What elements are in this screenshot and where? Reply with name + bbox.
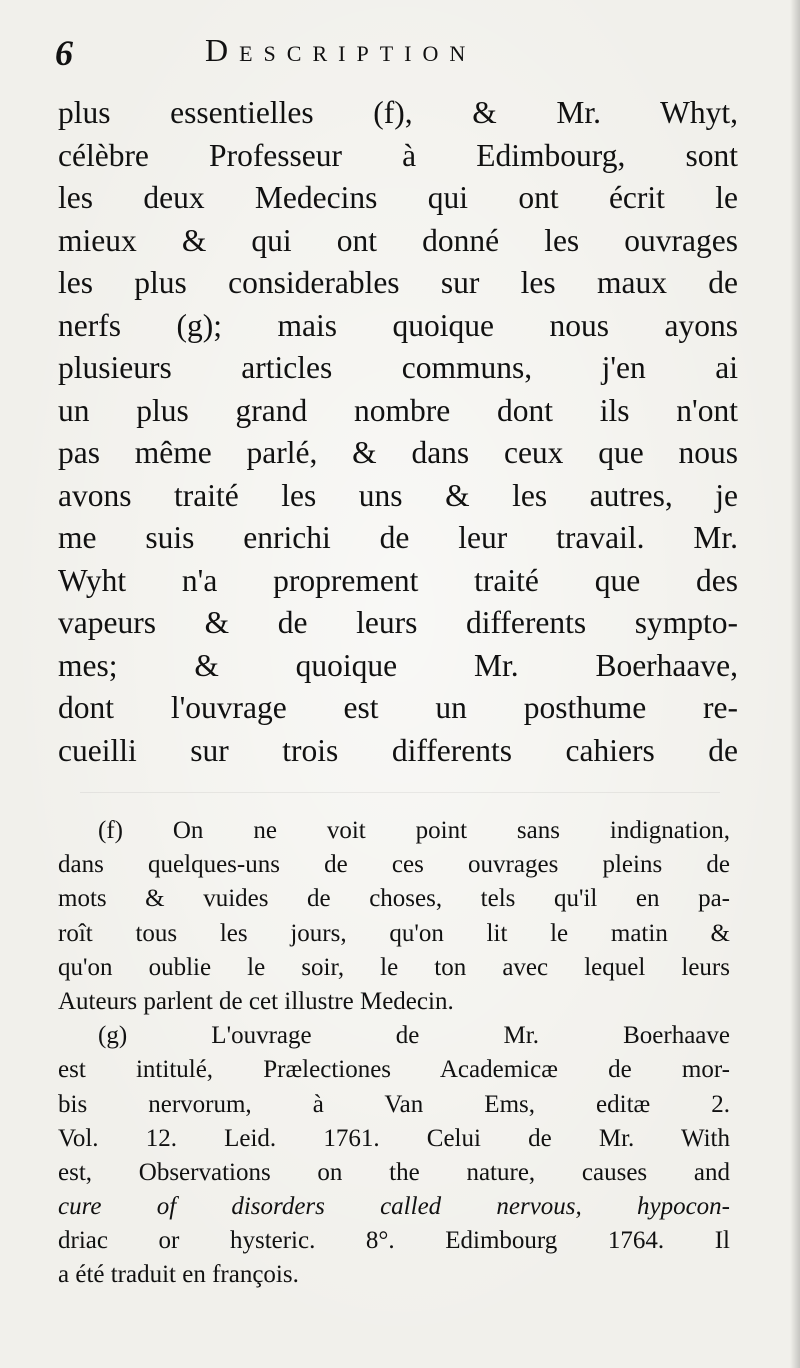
text-line: vapeurs & de leurs differents sympto- bbox=[58, 605, 738, 640]
text-line: plus essentielles (f), & Mr. Whyt, bbox=[58, 95, 738, 130]
text-line: les deux Medecins qui ont écrit le bbox=[58, 180, 738, 215]
footnote-line: (g) L'ouvrage de Mr. Boerhaave bbox=[98, 1022, 730, 1050]
footnote-line: driac or hysteric. 8°. Edimbourg 1764. Il bbox=[58, 1227, 730, 1255]
text-line: célèbre Professeur à Edimbourg, sont bbox=[58, 137, 738, 173]
text-line: nerfs (g); mais quoique nous ayons bbox=[58, 307, 738, 343]
footnote-line: est, Observations on the nature, causes and bbox=[58, 1158, 730, 1186]
page-edge-shadow bbox=[790, 0, 800, 1368]
text-line: plusieurs articles communs, j'en ai bbox=[58, 350, 738, 385]
text-line: mieux & qui ont donné les ouvrages bbox=[58, 222, 738, 258]
footnotes bbox=[58, 814, 730, 1293]
main-text bbox=[58, 92, 738, 772]
text-line: dont l'ouvrage est un posthume re- bbox=[58, 690, 738, 725]
footnote-line: Vol. 12. Leid. 1761. Celui de Mr. With bbox=[58, 1124, 730, 1152]
footnote-line: (f) On ne voit point sans indignation, bbox=[98, 817, 730, 844]
footnote-line: a été traduit en françois. bbox=[58, 1261, 299, 1289]
text-line: cueilli sur trois differents cahiers de bbox=[58, 732, 738, 768]
text-line: Wyht n'a proprement traité que des bbox=[58, 562, 738, 598]
footnote-line: dans quelques-uns de ces ouvrages pleins de bbox=[58, 851, 730, 879]
text-line: un plus grand nombre dont ils n'ont bbox=[58, 392, 738, 428]
text-line: les plus considerables sur les maux de bbox=[58, 265, 738, 300]
text-line: pas même parlé, & dans ceux que nous bbox=[58, 435, 738, 470]
text-line: mes; & quoique Mr. Boerhaave, bbox=[58, 647, 738, 683]
footnote-line: roît tous les jours, qu'on lit le matin & bbox=[58, 919, 730, 947]
footnote-line: bis nervorum, à Van Ems, editæ 2. bbox=[58, 1090, 730, 1118]
footnote-line: mots & vuides de choses, tels qu'il en pa- bbox=[58, 885, 730, 913]
footnote-line: Auteurs parlent de cet illustre Medecin. bbox=[58, 987, 454, 1015]
footnote-line: est intitulé, Prælectiones Academicæ de mor- bbox=[58, 1056, 730, 1084]
show-through-line bbox=[80, 792, 720, 793]
text-line: avons traité les uns & les autres, je bbox=[58, 477, 738, 513]
page-number: 6 bbox=[55, 33, 73, 73]
running-title: Description bbox=[205, 32, 477, 68]
footnote-line: qu'on oublie le soir, le ton avec lequel leurs bbox=[58, 953, 730, 981]
text-line: me suis enrichi de leur travail. Mr. bbox=[58, 520, 738, 555]
footnote-line: cure of disorders called nervous, hypocon- bbox=[58, 1193, 730, 1221]
page-header bbox=[55, 28, 755, 78]
